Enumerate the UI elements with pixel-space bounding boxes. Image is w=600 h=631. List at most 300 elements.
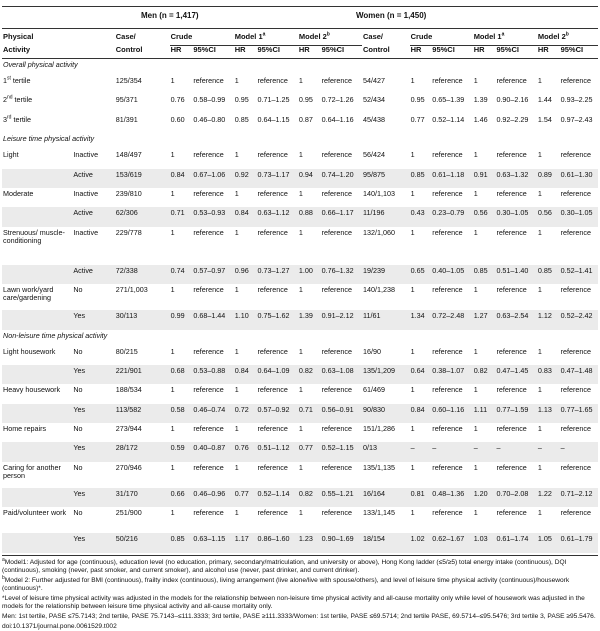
- level-label: Yes: [72, 404, 114, 423]
- women-hr-cell: 1: [473, 227, 478, 237]
- women-ci-cell: 0.63–1.32: [495, 169, 536, 188]
- women-ci-cell: reference: [496, 424, 527, 434]
- level-label: [72, 94, 114, 113]
- women-ci-cell: reference: [496, 188, 527, 198]
- men-ci-cell: 0.57–0.97: [192, 265, 233, 284]
- men-ci-cell: 0.63–1.12: [256, 207, 297, 226]
- men-ci-cell: 0.53–0.88: [192, 365, 233, 384]
- women-ci-cell: 0.61–1.18: [431, 169, 472, 188]
- women-ci-cell: –: [431, 442, 472, 461]
- women-ci-cell: reference: [560, 508, 591, 518]
- women-hr-cell: 1: [410, 508, 415, 518]
- women-hr-cell: 1: [410, 385, 415, 395]
- women-hr-cell: 1.05: [537, 533, 560, 552]
- col-men-crude: Crude: [170, 29, 234, 46]
- table-row: [2, 533, 598, 552]
- women-case-control-cell: 16/90: [363, 346, 381, 356]
- women-ci-cell: 0.47–1.45: [495, 365, 536, 384]
- men-hr-cell: 1: [170, 385, 175, 395]
- women-ci-cell: 0.52–2.42: [560, 310, 598, 329]
- level-label: [72, 75, 114, 94]
- women-hr-cell: 1.46: [473, 114, 488, 124]
- men-ci-cell: 0.66–1.17: [321, 207, 362, 226]
- men-hr-cell: 1.39: [298, 310, 321, 329]
- activity-label: [2, 488, 72, 507]
- level-label: No: [73, 385, 83, 395]
- women-ci-cell: reference: [432, 76, 463, 85]
- women-hr-cell: 1: [537, 227, 542, 237]
- women-ci-cell: 0.61–1.30: [560, 169, 598, 188]
- men-hr-cell: 0.76: [234, 442, 257, 461]
- men-hr-cell: 0.88: [298, 207, 321, 226]
- men-ci-cell: 0.52–1.15: [321, 442, 362, 461]
- men-hr-cell: 1.00: [298, 265, 321, 284]
- women-case-control-cell: 11/196: [362, 207, 410, 226]
- women-ci-cell: reference: [496, 76, 527, 85]
- footnote-b: $^b$Model 2: Further adjusted for BMI (continuous), frailty index (continuous), living arrangement (live alone/live with spouse/others), and level of leisure time physical activity (continuous)/housework (continuous)*.: [2, 574, 570, 593]
- footnote-star: *Level of leisure time physical activity was adjusted in the models for the relationship between non-leisure time physical activity and all-cause mortality only while level of housework was adjusted in the models for the relationship between leisure time physical activity and all-cause mortality only.: [2, 594, 585, 611]
- men-case-control-cell: 28/172: [115, 442, 170, 461]
- men-ci-cell: 0.56–0.91: [321, 404, 362, 423]
- women-ci-cell: reference: [560, 424, 591, 434]
- women-case-control-cell: 135/1,209: [362, 365, 410, 384]
- men-hr-cell: 1: [170, 285, 175, 295]
- women-hr-cell: 0.77: [410, 114, 425, 124]
- activity-label: [2, 442, 72, 461]
- men-case-control-cell: 273/944: [115, 424, 142, 434]
- col-ci: 95%CI: [560, 46, 598, 59]
- level-label: Inactive: [73, 150, 99, 160]
- women-ci-cell: 0.77–1.65: [560, 404, 598, 423]
- men-hr-cell: 1: [234, 227, 239, 237]
- section-header-row: [2, 330, 598, 346]
- men-ci-cell: reference: [321, 76, 352, 85]
- table-row: [2, 284, 598, 310]
- women-hr-cell: 1: [473, 76, 478, 85]
- men-ci-cell: 0.57–0.92: [256, 404, 297, 423]
- women-hr-cell: 1: [537, 346, 542, 356]
- men-hr-cell: 0.99: [170, 310, 193, 329]
- table-row: [2, 188, 598, 207]
- men-case-control-cell: 95/371: [115, 95, 138, 105]
- men-hr-cell: 0.82: [298, 365, 321, 384]
- men-case-control-cell: 72/338: [115, 265, 170, 284]
- activity-label: Home repairs: [3, 424, 47, 434]
- women-case-control-cell: 95/875: [362, 169, 410, 188]
- men-ci-cell: reference: [193, 508, 224, 518]
- men-case-control-cell: 188/534: [115, 385, 142, 395]
- women-case-control-cell: 56/424: [363, 150, 385, 160]
- men-hr-cell: 1: [298, 385, 303, 395]
- col-ci: 95%CI: [495, 46, 536, 59]
- men-hr-cell: 0.59: [170, 442, 193, 461]
- women-hr-cell: 1.44: [537, 95, 552, 105]
- men-ci-cell: reference: [321, 188, 352, 198]
- men-hr-cell: 0.95: [234, 95, 249, 105]
- men-hr-cell: 0.84: [234, 207, 257, 226]
- men-hr-cell: 0.96: [234, 265, 257, 284]
- men-group-label: Men (n = 1,417): [141, 11, 199, 20]
- col-men-model2: Model 2$^b$: [298, 29, 362, 46]
- women-hr-cell: 0.95: [410, 95, 425, 105]
- men-ci-cell: 0.64–1.16: [321, 114, 354, 124]
- men-ci-cell: 0.67–1.06: [192, 169, 233, 188]
- women-ci-cell: reference: [560, 462, 591, 472]
- women-ci-cell: reference: [432, 385, 463, 395]
- col-hr: HR: [473, 46, 496, 59]
- men-ci-cell: reference: [193, 227, 224, 237]
- men-ci-cell: reference: [193, 424, 224, 434]
- women-ci-cell: reference: [432, 285, 463, 295]
- men-hr-cell: 1: [170, 462, 175, 472]
- table-row: [2, 265, 598, 284]
- women-hr-cell: 0.65: [410, 265, 432, 284]
- men-ci-cell: reference: [193, 188, 224, 198]
- activity-label: [2, 265, 72, 284]
- men-case-control-cell: 50/216: [115, 533, 170, 552]
- men-ci-cell: reference: [193, 346, 224, 356]
- men-ci-cell: 0.46–0.80: [193, 114, 226, 124]
- women-hr-cell: 1: [537, 76, 542, 85]
- men-ci-cell: reference: [321, 227, 352, 237]
- activity-label: [2, 169, 72, 188]
- table-row: [2, 310, 598, 329]
- men-hr-cell: 1: [234, 285, 239, 295]
- footnotes: [2, 555, 598, 631]
- men-case-control-cell: 239/810: [115, 188, 142, 198]
- men-ci-cell: reference: [257, 285, 288, 295]
- activity-label: [2, 365, 72, 384]
- women-case-control-cell: 135/1,135: [363, 462, 395, 472]
- men-hr-cell: 1: [298, 424, 303, 434]
- women-hr-cell: 1: [473, 508, 478, 518]
- header-row-2: [2, 46, 598, 59]
- table-body: [2, 59, 598, 553]
- men-ci-cell: reference: [257, 424, 288, 434]
- col-ci: 95%CI: [256, 46, 297, 59]
- men-hr-cell: 1: [234, 385, 239, 395]
- women-case-control-cell: 133/1,145: [363, 508, 395, 518]
- men-ci-cell: reference: [257, 346, 288, 356]
- women-ci-cell: 0.23–0.79: [431, 207, 472, 226]
- col-ci: 95%CI: [192, 46, 233, 59]
- women-hr-cell: 0.91: [473, 169, 496, 188]
- men-hr-cell: 0.85: [170, 533, 193, 552]
- women-ci-cell: –: [560, 442, 598, 461]
- table-row: [2, 94, 598, 113]
- women-hr-cell: 1: [537, 285, 542, 295]
- women-hr-cell: 1: [410, 424, 415, 434]
- col-ci: 95%CI: [321, 46, 362, 59]
- table-row: [2, 488, 598, 507]
- men-ci-cell: 0.91–2.12: [321, 310, 362, 329]
- women-ci-cell: reference: [432, 150, 463, 160]
- men-ci-cell: 0.58–0.99: [193, 95, 226, 105]
- women-hr-cell: 0.56: [537, 207, 560, 226]
- men-ci-cell: 0.64–1.09: [256, 365, 297, 384]
- women-ci-cell: 0.72–2.48: [431, 310, 472, 329]
- men-ci-cell: reference: [193, 285, 224, 295]
- men-ci-cell: 0.86–1.60: [256, 533, 297, 552]
- men-hr-cell: 0.87: [298, 114, 313, 124]
- table-row: [2, 75, 598, 94]
- men-hr-cell: 1.17: [234, 533, 257, 552]
- women-hr-cell: 1.27: [473, 310, 496, 329]
- men-ci-cell: 0.64–1.15: [257, 114, 290, 124]
- men-hr-cell: 0.85: [234, 114, 249, 124]
- women-ci-cell: 0.97–2.43: [560, 114, 593, 124]
- men-case-control-cell: 31/170: [115, 488, 170, 507]
- level-label: Yes: [72, 310, 114, 329]
- men-case-control-cell: 271/1,003: [115, 285, 148, 295]
- activity-label: Light: [3, 150, 19, 160]
- women-hr-cell: –: [537, 442, 560, 461]
- women-case-control-cell: 52/434: [363, 95, 385, 105]
- footnote-tertiles: Men: 1st tertile, PASE ≤75.7143; 2nd tertile, PASE 75.7143–≤111.3333; 3rd tertile, PASE ≥111.3333/Women: 1st tertile, PASE ≤69.5714; 2nd tertile PASE, 69.5714–≤95.5476; 3rd tertile 3, PASE ≥95.5476.: [2, 613, 596, 621]
- table-row: [2, 207, 598, 226]
- women-hr-cell: 0.85: [410, 169, 432, 188]
- men-hr-cell: 1: [234, 424, 239, 434]
- activity-label: Light housework: [3, 346, 56, 356]
- men-hr-cell: 1.10: [234, 310, 257, 329]
- women-hr-cell: 0.64: [410, 365, 432, 384]
- women-case-control-cell: 140/1,103: [363, 188, 395, 198]
- women-ci-cell: 0.40–1.05: [431, 265, 472, 284]
- women-group-label: Women (n = 1,450): [356, 11, 427, 20]
- activity-label: Caring for another person: [3, 462, 61, 481]
- men-hr-cell: 1: [234, 150, 239, 160]
- women-hr-cell: 0.89: [537, 169, 560, 188]
- women-hr-cell: 1: [537, 150, 542, 160]
- activity-label: 3rd tertile: [3, 114, 32, 124]
- table-row: [2, 404, 598, 423]
- women-hr-cell: 0.43: [410, 207, 432, 226]
- men-hr-cell: 0.84: [234, 365, 257, 384]
- men-hr-cell: 0.72: [234, 404, 257, 423]
- women-ci-cell: 0.60–1.16: [431, 404, 472, 423]
- women-ci-cell: reference: [560, 346, 591, 356]
- col-women-control: Control: [362, 46, 410, 59]
- level-label: Inactive: [73, 227, 99, 237]
- men-ci-cell: reference: [321, 462, 352, 472]
- women-ci-cell: reference: [496, 385, 527, 395]
- women-ci-cell: 0.51–1.40: [495, 265, 536, 284]
- men-case-control-cell: 113/582: [115, 404, 170, 423]
- men-hr-cell: 0.71: [298, 404, 321, 423]
- men-hr-cell: 1: [298, 285, 303, 295]
- women-hr-cell: 1: [410, 285, 415, 295]
- women-hr-cell: 1: [473, 150, 478, 160]
- activity-label: [2, 404, 72, 423]
- table-row: [2, 442, 598, 461]
- men-hr-cell: 1: [234, 188, 239, 198]
- men-hr-cell: 0.71: [170, 207, 193, 226]
- men-ci-cell: 0.72–1.26: [321, 95, 354, 105]
- women-hr-cell: 1.12: [537, 310, 560, 329]
- women-ci-cell: reference: [560, 76, 591, 85]
- men-hr-cell: 0.58: [170, 404, 193, 423]
- men-case-control-cell: 81/391: [115, 114, 138, 124]
- women-hr-cell: 1.34: [410, 310, 432, 329]
- level-label: [72, 114, 114, 133]
- men-hr-cell: 0.94: [298, 169, 321, 188]
- women-ci-cell: reference: [432, 424, 463, 434]
- table-row: [2, 346, 598, 365]
- women-ci-cell: 0.70–2.08: [495, 488, 536, 507]
- women-ci-cell: reference: [432, 508, 463, 518]
- women-hr-cell: 1: [537, 424, 542, 434]
- col-hr: HR: [234, 46, 257, 59]
- men-case-control-cell: 153/619: [115, 169, 170, 188]
- men-ci-cell: reference: [321, 385, 352, 395]
- men-hr-cell: 0.74: [170, 265, 193, 284]
- women-ci-cell: 0.93–2.25: [560, 95, 593, 105]
- women-ci-cell: 0.52–1.41: [560, 265, 598, 284]
- activity-label: Paid/volunteer work: [3, 508, 67, 518]
- women-ci-cell: reference: [496, 150, 527, 160]
- col-physical: Physical: [3, 32, 34, 41]
- men-hr-cell: 0.66: [170, 488, 193, 507]
- section-label: Leisure time physical activity: [3, 134, 95, 144]
- women-hr-cell: 0.81: [410, 488, 432, 507]
- men-hr-cell: 1: [234, 508, 239, 518]
- col-hr: HR: [170, 46, 193, 59]
- women-case-control-cell: 19/239: [362, 265, 410, 284]
- women-ci-cell: reference: [496, 285, 527, 295]
- women-hr-cell: 1: [537, 188, 542, 198]
- men-hr-cell: 1: [298, 508, 303, 518]
- women-hr-cell: 1: [473, 285, 478, 295]
- table-row: [2, 114, 598, 133]
- women-ci-cell: 0.38–1.07: [431, 365, 472, 384]
- men-hr-cell: 1: [298, 76, 303, 85]
- table-row: [2, 507, 598, 533]
- men-ci-cell: 0.46–0.96: [192, 488, 233, 507]
- women-case-control-cell: 61/469: [363, 385, 385, 395]
- men-hr-cell: 1: [170, 227, 175, 237]
- women-ci-cell: reference: [432, 346, 463, 356]
- level-label: Active: [72, 265, 114, 284]
- level-label: No: [73, 346, 83, 356]
- women-ci-cell: reference: [496, 346, 527, 356]
- col-men-model1: Model 1$^a$: [234, 29, 298, 46]
- men-ci-cell: 0.52–1.14: [256, 488, 297, 507]
- men-ci-cell: 0.63–1.15: [192, 533, 233, 552]
- men-hr-cell: 1: [234, 346, 239, 356]
- activity-label: [2, 533, 72, 552]
- men-ci-cell: reference: [257, 76, 288, 85]
- table-row: [2, 365, 598, 384]
- men-case-control-cell: 148/497: [115, 150, 142, 160]
- women-hr-cell: 0.85: [537, 265, 560, 284]
- men-ci-cell: 0.73–1.17: [256, 169, 297, 188]
- table-row: [2, 384, 598, 403]
- women-hr-cell: 1: [473, 462, 478, 472]
- activity-label: Heavy housework: [3, 385, 61, 395]
- men-hr-cell: 1: [170, 150, 175, 160]
- men-ci-cell: 0.40–0.87: [192, 442, 233, 461]
- men-ci-cell: 0.68–1.44: [192, 310, 233, 329]
- results-table: [2, 29, 598, 553]
- col-hr: HR: [298, 46, 321, 59]
- activity-label: 2nd tertile: [3, 95, 33, 105]
- women-ci-cell: 0.48–1.36: [431, 488, 472, 507]
- men-hr-cell: 1: [234, 462, 239, 472]
- women-ci-cell: 0.63–2.54: [495, 310, 536, 329]
- women-case-control-cell: 11/61: [362, 310, 410, 329]
- women-case-control-cell: 18/154: [362, 533, 410, 552]
- section-header-row: [2, 133, 598, 149]
- women-ci-cell: 0.61–1.79: [560, 533, 598, 552]
- women-ci-cell: 0.71–2.12: [560, 488, 598, 507]
- table-row: [2, 423, 598, 442]
- men-ci-cell: 0.53–0.93: [192, 207, 233, 226]
- women-hr-cell: –: [410, 442, 432, 461]
- women-case-control-cell: 0/13: [362, 442, 410, 461]
- men-ci-cell: 0.55–1.21: [321, 488, 362, 507]
- women-hr-cell: 0.84: [410, 404, 432, 423]
- women-hr-cell: 1: [537, 385, 542, 395]
- group-header-row: [2, 7, 598, 29]
- men-ci-cell: reference: [193, 76, 224, 85]
- women-hr-cell: 0.85: [473, 265, 496, 284]
- men-hr-cell: 1: [170, 76, 175, 85]
- men-hr-cell: 0.60: [170, 114, 185, 124]
- women-ci-cell: reference: [560, 385, 591, 395]
- section-label: Non-leisure time physical activity: [3, 330, 108, 340]
- women-case-control-cell: 54/427: [363, 76, 385, 85]
- men-hr-cell: 0.77: [298, 442, 321, 461]
- men-hr-cell: 0.76: [170, 95, 185, 105]
- men-hr-cell: 1: [298, 150, 303, 160]
- women-ci-cell: reference: [432, 188, 463, 198]
- women-hr-cell: 1.03: [473, 533, 496, 552]
- men-ci-cell: reference: [321, 424, 352, 434]
- women-ci-cell: reference: [496, 462, 527, 472]
- men-ci-cell: reference: [321, 346, 352, 356]
- women-hr-cell: 1.13: [537, 404, 560, 423]
- men-hr-cell: 1: [298, 188, 303, 198]
- col-activity: Activity: [2, 46, 72, 59]
- women-hr-cell: 1: [410, 76, 415, 85]
- women-hr-cell: 1: [473, 385, 478, 395]
- women-hr-cell: 1: [410, 188, 415, 198]
- men-ci-cell: reference: [193, 385, 224, 395]
- header-row-1: [2, 29, 598, 46]
- table-row: [2, 169, 598, 188]
- women-hr-cell: 1.39: [473, 95, 488, 105]
- men-ci-cell: 0.90–1.69: [321, 533, 362, 552]
- activity-label: Moderate: [3, 188, 34, 198]
- men-ci-cell: reference: [257, 188, 288, 198]
- men-hr-cell: 0.82: [298, 488, 321, 507]
- table-row: [2, 149, 598, 168]
- women-case-control-cell: 151/1,286: [363, 424, 395, 434]
- footnote-a: $^a$Model1: Adjusted for age (continuous), education level (no education, primary, secondary/matriculation, and university or above), Hong Kong ladder (≤5/≥5) total energy intake (continuous), DQI (continuous), smoking (never, past smoker, and current smoker), and alcohol use (never, past drinker, and current drinker).: [2, 556, 567, 575]
- men-hr-cell: 0.77: [234, 488, 257, 507]
- activity-label: Lawn work/yard care/gardening: [3, 285, 54, 303]
- men-hr-cell: 0.84: [170, 169, 193, 188]
- men-ci-cell: 0.71–1.25: [257, 95, 290, 105]
- col-men-control: Control: [115, 46, 170, 59]
- men-ci-cell: reference: [257, 227, 288, 237]
- col-women-case: Case/: [363, 32, 384, 41]
- women-hr-cell: 1: [410, 227, 415, 237]
- women-ci-cell: 0.90–2.16: [496, 95, 529, 105]
- activity-label: [2, 207, 72, 226]
- men-ci-cell: reference: [321, 150, 352, 160]
- col-hr: HR: [537, 46, 560, 59]
